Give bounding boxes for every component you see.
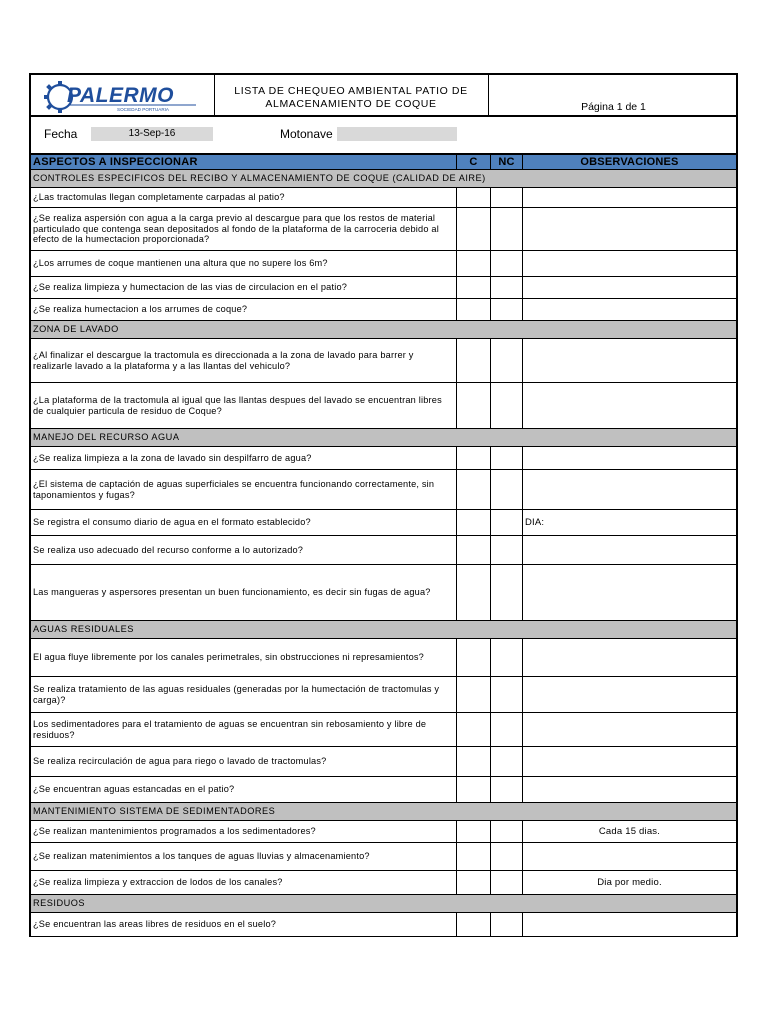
fecha-label: Fecha xyxy=(44,127,78,141)
c-cell[interactable] xyxy=(456,470,490,509)
nc-cell[interactable] xyxy=(490,871,522,894)
table-row xyxy=(31,277,736,299)
nc-cell[interactable] xyxy=(490,339,522,382)
table-row xyxy=(31,208,736,251)
question-text: ¿Se realiza limpieza a la zona de lavado sin despilfarro de agua? xyxy=(33,452,312,463)
section-header xyxy=(31,895,736,913)
question-text: Se realiza tratamiento de las aguas residuales (generadas por la humectación de tractomulas y carga)? xyxy=(33,684,440,705)
observation-cell[interactable] xyxy=(522,383,736,428)
nc-cell[interactable] xyxy=(490,747,522,776)
observation-cell[interactable]: Dia por medio. xyxy=(522,871,736,894)
page-number: Página 1 de 1 xyxy=(581,101,646,113)
table-row xyxy=(31,777,736,803)
nc-cell[interactable] xyxy=(490,277,522,298)
nc-cell[interactable] xyxy=(490,777,522,802)
section-title: MANTENIMIENTO SISTEMA DE SEDIMENTADORES xyxy=(33,806,276,816)
section-header xyxy=(31,321,736,339)
observation-cell[interactable] xyxy=(522,208,736,250)
c-cell[interactable] xyxy=(456,383,490,428)
question-text: ¿La plataforma de la tractomula al igual que las llantas despues del lavado se encuentran libres de cualquier particula de residuo de Coque? xyxy=(33,395,442,416)
nc-cell[interactable] xyxy=(490,510,522,535)
section-title: RESIDUOS xyxy=(33,898,85,908)
question-text: ¿Se realizan matenimientos a los tanques de aguas lluvias y almacenamiento? xyxy=(33,851,370,862)
table-row xyxy=(31,339,736,383)
observation-cell[interactable] xyxy=(522,536,736,564)
nc-cell[interactable] xyxy=(490,821,522,842)
observation-cell[interactable] xyxy=(522,470,736,509)
document-title xyxy=(214,75,489,115)
section-title: AGUAS RESIDUALES xyxy=(33,624,134,634)
section-title: CONTROLES ESPECIFICOS DEL RECIBO Y ALMACENAMIENTO DE COQUE (CALIDAD DE AIRE) xyxy=(33,173,486,183)
c-cell[interactable] xyxy=(456,188,490,207)
nc-cell[interactable] xyxy=(490,565,522,620)
nc-cell[interactable] xyxy=(490,843,522,870)
observation-cell[interactable] xyxy=(522,913,736,936)
table-row xyxy=(31,447,736,470)
question-text: ¿Se encuentran las areas libres de residuos en el suelo? xyxy=(33,919,277,930)
c-cell[interactable] xyxy=(456,251,490,276)
motonave-label: Motonave xyxy=(280,127,333,141)
logo-text: PALERMO xyxy=(67,84,174,107)
motonave-field[interactable] xyxy=(337,127,457,141)
observation-cell[interactable] xyxy=(522,251,736,276)
table-row xyxy=(31,299,736,321)
table-row xyxy=(31,843,736,871)
palermo-logo xyxy=(31,75,211,115)
c-cell[interactable] xyxy=(456,677,490,712)
c-cell[interactable] xyxy=(456,510,490,535)
question-text: ¿Se realiza limpieza y humectacion de las vias de circulacion en el patio? xyxy=(33,282,348,293)
observation-cell[interactable] xyxy=(522,188,736,207)
section-header xyxy=(31,429,736,447)
question-text: El agua fluye libremente por los canales perimetrales, sin obstrucciones ni represamientos? xyxy=(33,652,424,663)
table-row xyxy=(31,536,736,565)
section-header xyxy=(31,621,736,639)
c-cell[interactable] xyxy=(456,565,490,620)
question-text: ¿Las tractomulas llegan completamente carpadas al patio? xyxy=(33,192,285,203)
c-cell[interactable] xyxy=(456,639,490,676)
table-row xyxy=(31,251,736,277)
observation-cell[interactable] xyxy=(522,339,736,382)
aspects-header: ASPECTOS A INSPECCIONAR xyxy=(33,156,198,168)
c-cell[interactable] xyxy=(456,447,490,469)
observation-cell[interactable] xyxy=(522,299,736,320)
nc-cell[interactable] xyxy=(490,299,522,320)
nc-cell[interactable] xyxy=(490,383,522,428)
table-row xyxy=(31,639,736,677)
question-text: Se registra el consumo diario de agua en el formato establecido? xyxy=(33,517,311,528)
question-text: ¿Se encuentran aguas estancadas en el patio? xyxy=(33,784,235,795)
nc-cell[interactable] xyxy=(490,208,522,250)
c-cell[interactable] xyxy=(456,208,490,250)
c-cell[interactable] xyxy=(456,299,490,320)
c-cell[interactable] xyxy=(456,339,490,382)
c-cell[interactable] xyxy=(456,277,490,298)
c-cell[interactable] xyxy=(456,843,490,870)
nc-cell[interactable] xyxy=(490,639,522,676)
question-text: ¿Los arrumes de coque mantienen una altura que no supere los 6m? xyxy=(33,258,328,269)
question-text: ¿Se realiza aspersión con agua a la carga previo al descargue para que los restos de material particulado que contenga sean depositados al fondo de la plataforma de la carroceria debido al efecto de la humectacion proporcionada? xyxy=(33,213,439,245)
c-cell[interactable] xyxy=(456,821,490,842)
question-text: ¿Al finalizar el descargue la tractomula es direccionada a la zona de lavado para barrer y realizarle lavado a la plataforma y a las llantas del vehiculo? xyxy=(33,350,414,371)
nc-header: NC xyxy=(490,155,522,169)
table-header xyxy=(31,154,736,170)
table-row xyxy=(31,677,736,713)
table-row xyxy=(31,713,736,747)
meta-row xyxy=(29,117,738,154)
table-row xyxy=(31,821,736,843)
observation-cell[interactable] xyxy=(522,677,736,712)
nc-cell[interactable] xyxy=(490,188,522,207)
table-row xyxy=(31,510,736,536)
document-header xyxy=(29,73,738,117)
observation-cell[interactable] xyxy=(522,639,736,676)
question-text: Se realiza uso adecuado del recurso conforme a lo autorizado? xyxy=(33,544,304,555)
table-row xyxy=(31,188,736,208)
table-row xyxy=(31,383,736,429)
table-row xyxy=(31,470,736,510)
table-row xyxy=(31,747,736,777)
observation-cell[interactable]: Cada 15 dias. xyxy=(522,821,736,842)
question-text: Los sedimentadores para el tratamiento de aguas se encuentran sin rebosamiento y libre de residuos? xyxy=(33,719,427,740)
title-line-1: LISTA DE CHEQUEO AMBIENTAL PATIO DE xyxy=(234,85,468,97)
nc-cell[interactable] xyxy=(490,447,522,469)
checklist-table xyxy=(29,154,738,937)
observation-cell[interactable] xyxy=(522,447,736,469)
section-title: ZONA DE LAVADO xyxy=(33,324,119,334)
observation-cell[interactable] xyxy=(522,843,736,870)
question-text: ¿Se realizan mantenimientos programados a los sedimentadores? xyxy=(33,826,316,837)
nc-cell[interactable] xyxy=(490,251,522,276)
question-text: ¿Se realiza limpieza y extraccion de lodos de los canales? xyxy=(33,877,283,888)
obs-header: OBSERVACIONES xyxy=(522,155,736,169)
observation-cell[interactable] xyxy=(522,277,736,298)
c-cell[interactable] xyxy=(456,536,490,564)
fecha-field[interactable]: 13-Sep-16 xyxy=(91,127,213,141)
table-row xyxy=(31,871,736,895)
nc-cell[interactable] xyxy=(490,713,522,746)
c-cell[interactable] xyxy=(456,913,490,936)
observation-cell[interactable] xyxy=(522,747,736,776)
table-body xyxy=(31,170,736,937)
logo-cell xyxy=(31,75,215,115)
title-line-2: ALMACENAMIENTO DE COQUE xyxy=(265,98,437,110)
c-cell[interactable] xyxy=(456,871,490,894)
nc-cell[interactable] xyxy=(490,536,522,564)
observation-cell[interactable] xyxy=(522,713,736,746)
logo-subtext: SOCIEDAD PORTUARIA xyxy=(117,107,169,112)
nc-cell[interactable] xyxy=(490,470,522,509)
observation-cell[interactable] xyxy=(522,565,736,620)
nc-cell[interactable] xyxy=(490,913,522,936)
c-header: C xyxy=(456,155,490,169)
question-text: ¿El sistema de captación de aguas superficiales se encuentra funcionando correctamente, sin taponamientos y fugas? xyxy=(33,479,435,500)
section-header xyxy=(31,170,736,188)
section-title: MANEJO DEL RECURSO AGUA xyxy=(33,432,180,442)
table-row xyxy=(31,913,736,937)
section-header xyxy=(31,803,736,821)
c-cell[interactable] xyxy=(456,747,490,776)
question-text: ¿Se realiza humectacion a los arrumes de coque? xyxy=(33,304,248,315)
c-cell[interactable] xyxy=(456,777,490,802)
question-text: Las mangueras y aspersores presentan un buen funcionamiento, es decir sin fugas de agua? xyxy=(33,587,431,598)
observation-cell[interactable] xyxy=(522,777,736,802)
observation-cell[interactable]: DIA: xyxy=(522,510,736,535)
table-row xyxy=(31,565,736,621)
question-text: Se realiza recirculación de agua para riego o lavado de tractomulas? xyxy=(33,756,327,767)
nc-cell[interactable] xyxy=(490,677,522,712)
c-cell[interactable] xyxy=(456,713,490,746)
